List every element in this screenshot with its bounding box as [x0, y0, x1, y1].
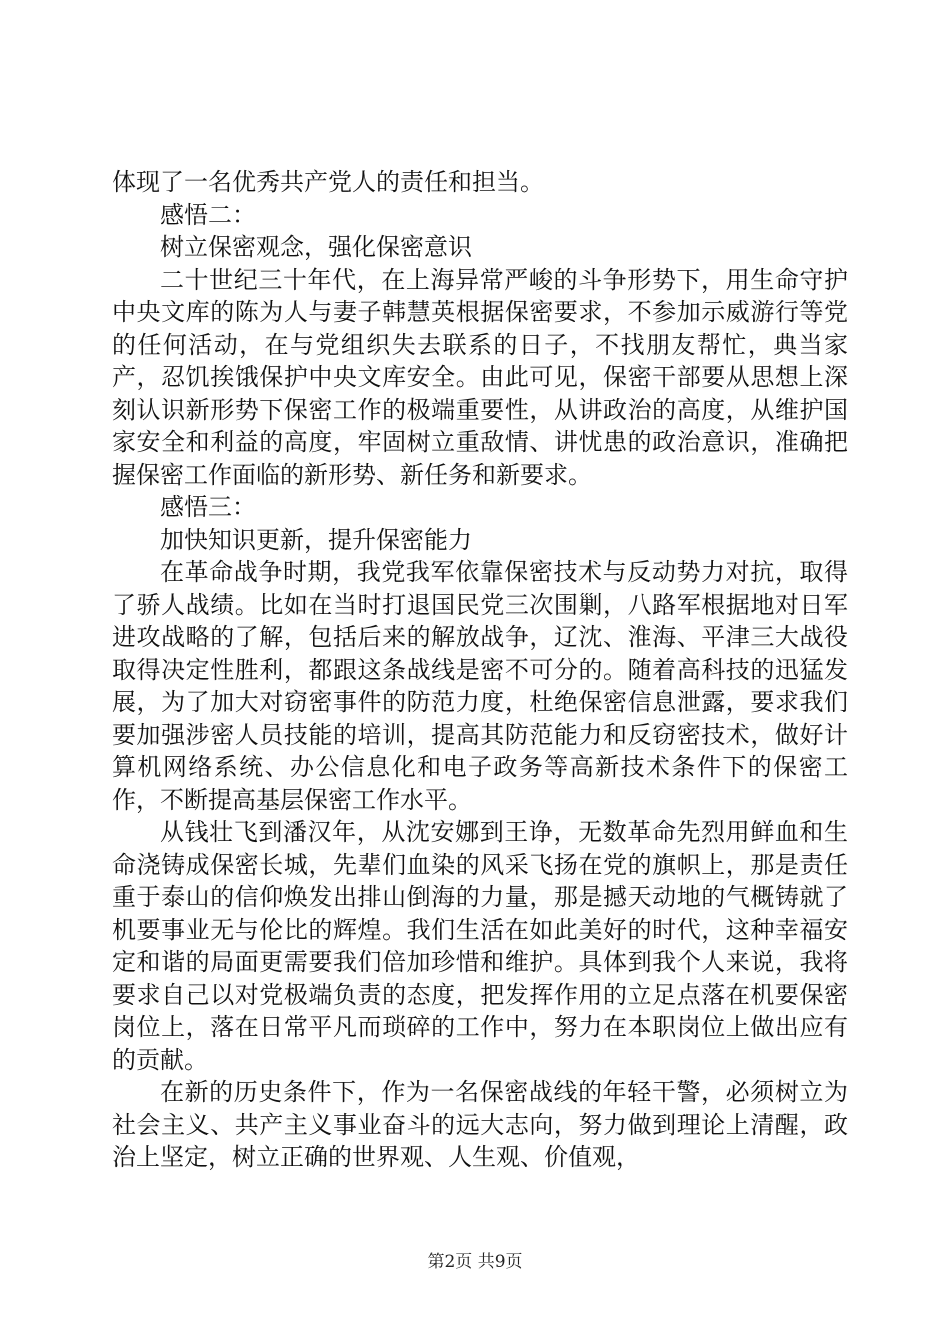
paragraph-continuation: 体现了一名优秀共产党人的责任和担当。 [112, 168, 544, 196]
subheading-insight-two: 树立保密观念，强化保密意识 [160, 233, 472, 261]
heading-insight-three: 感悟三： [160, 493, 256, 521]
paragraph-body: 在革命战争时期，我党我军依靠保密技术与反动势力对抗，取得了骄人战绩。比如在当时打退国民党三次围剿，八路军根据地对日军进攻战略的了解，包括后来的解放战争，辽沈、淮海、平津三大战役取得决定性胜利，都跟这条战线是密不可分的。随着高科技的迅猛发展，为了加大对窃密事件的防范力度，杜绝保密信息泄露，要求我们要加强涉密人员技能的培训，提高其防范能力和反窃密技术，做好计算机网络系统、办公信息化和电子政务等高新技术条件下的保密工作，不断提高基层保密工作水平。 [112, 558, 848, 814]
paragraph-body: 从钱壮飞到潘汉年，从沈安娜到王诤，无数革命先烈用鲜血和生命浇铸成保密长城，先辈们血染的风采飞扬在党的旗帜上，那是责任重于泰山的信仰焕发出排山倒海的力量，那是撼天动地的气概铸就了机要事业无与伦比的辉煌。我们生活在如此美好的时代，这种幸福安定和谐的局面更需要我们倍加珍惜和维护。具体到我个人来说，我将要求自己以对党极端负责的态度，把发挥作用的立足点落在机要保密岗位上，落在日常平凡而琐碎的工作中，努力在本职岗位上做出应有的贡献。 [112, 818, 848, 1074]
subheading-insight-three: 加快知识更新，提升保密能力 [160, 525, 472, 554]
page-number-footer: 第2页 共9页 [427, 1252, 523, 1272]
document-body [112, 166, 848, 1174]
paragraph-body: 在新的历史条件下，作为一名保密战线的年轻干警，必须树立为社会主义、共产主义事业奋斗的远大志向，努力做到理论上清醒，政治上坚定，树立正确的世界观、人生观、价值观， [112, 1078, 848, 1171]
paragraph-body: 二十世纪三十年代，在上海异常严峻的斗争形势下，用生命守护中央文库的陈为人与妻子韩慧英根据保密要求，不参加示威游行等党的任何活动，在与党组织失去联系的日子，不找朋友帮忙，典当家产，忍饥挨饿保护中央文库安全。由此可见，保密干部要从思想上深刻认识新形势下保密工作的极端重要性，从讲政治的高度，从维护国家安全和利益的高度，牢固树立重敌情、讲忧患的政治意识，准确把握保密工作面临的新形势、新任务和新要求。 [112, 265, 848, 489]
heading-insight-two: 感悟二： [160, 200, 256, 229]
